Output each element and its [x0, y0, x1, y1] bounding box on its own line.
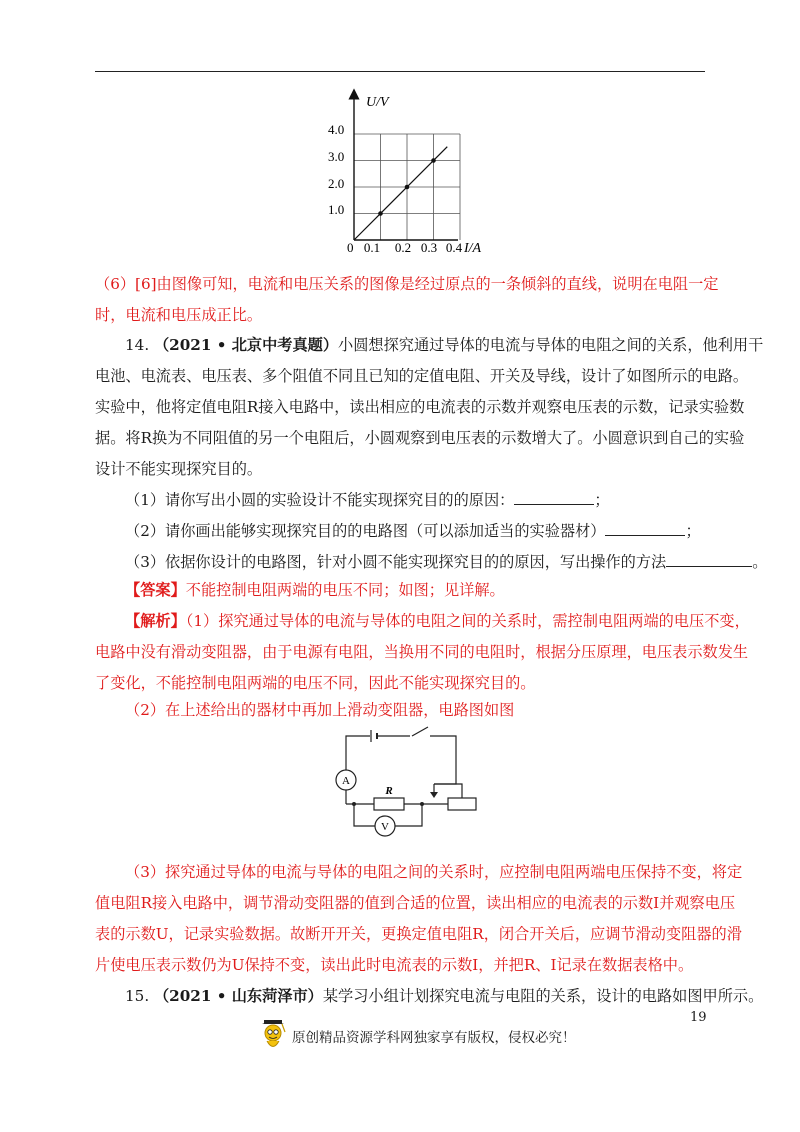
answer-tag: 【答案】: [125, 581, 186, 599]
q14-analysis-3-line-4: 片使电压表示数仍为U保持不变，读出此时电流表的示数I，并把R、I记录在数据表格中。: [95, 956, 694, 974]
q14-sub-3-end: 。: [752, 553, 768, 571]
analysis-tag: 【解析】: [125, 612, 186, 630]
q14-sub-1-text: （1）请你写出小圆的实验设计不能实现探究目的的原因：: [125, 491, 515, 509]
circuit-top-left-wire: [346, 736, 370, 770]
x-axis-label: I/A: [464, 241, 482, 256]
q15-source: （2021 • 山东菏泽市）: [153, 987, 323, 1005]
q14-number: 14.: [125, 336, 150, 354]
page-number: 19: [690, 1010, 707, 1025]
q14-line-2: 电池、电流表、电压表、多个阻值不同且已知的定值电阻、开关及导线，设计了如图所示的电路。: [95, 367, 749, 385]
q14-line-1: [95, 335, 764, 355]
header-rule: [95, 71, 705, 72]
junction-dot-left: [352, 802, 356, 806]
u-i-graph: [330, 88, 490, 258]
q14-analysis-2: （2）在上述给出的器材中再加上滑动变阻器，电路图如图: [125, 701, 515, 719]
data-point: [431, 158, 436, 163]
circuit-diagram: [330, 722, 482, 840]
answer-text: 不能控制电阻两端的电压不同；如图；见详解。: [185, 581, 505, 599]
junction-dot-right: [420, 802, 424, 806]
q14-analysis-3-line-2: 值电阻R接入电路中，调节滑动变阻器的值到合适的位置，读出相应的电流表的示数I并观察电压: [95, 894, 736, 912]
circuit-top-right-wire: [430, 736, 456, 784]
q15-line-1: [95, 986, 764, 1006]
analysis-6-line-2: 时，电流和电压成正比。: [95, 306, 263, 324]
switch-icon: [412, 727, 428, 736]
y-axis-label: U/V: [366, 95, 389, 110]
resistor-label: R: [385, 785, 393, 797]
q14-answer: [95, 580, 735, 600]
x-tick-2: 0.2: [394, 240, 412, 255]
q14-sub-2: [95, 521, 735, 541]
q14-analysis-line-2: 电路中没有滑动变阻器，由于电源有电阻，当换用不同的电阻时，根据分压原理，电压表示数发生: [95, 643, 749, 661]
answer-blank-3[interactable]: [666, 552, 752, 567]
q14-sub-3: [95, 552, 768, 572]
y-tick-1: 1.0: [328, 202, 345, 217]
mascot-icon: [258, 1018, 288, 1054]
q14-sub-1: [95, 490, 735, 510]
answer-blank-1[interactable]: [514, 490, 594, 505]
data-point: [378, 211, 383, 216]
footer-text: 原创精品资源学科网独家享有版权，侵权必究！: [292, 1030, 576, 1046]
q14-sub-2-text: （2）请你画出能够实现探究目的的电路图（可以添加适当的实验器材）: [125, 522, 606, 540]
data-point: [405, 185, 410, 190]
q14-sub-1-end: ；: [594, 491, 610, 509]
analysis-6-line-1: （6）[6]由图像可知，电流和电压关系的图像是经过原点的一条倾斜的直线，说明在电阻一定: [95, 275, 719, 293]
q14-analysis-line-3: 了变化，不能控制电阻两端的电压不同，因此不能实现探究目的。: [95, 674, 536, 692]
footer: [258, 1016, 576, 1056]
x-tick-4: 0.4: [445, 240, 463, 255]
answer-blank-2[interactable]: [605, 521, 685, 536]
q14-line-5: 设计不能实现探究目的。: [95, 460, 263, 478]
q14-sub-3-text: （3）依据你设计的电路图，针对小圆不能实现探究目的的原因，写出操作的方法: [125, 553, 667, 571]
resistor-icon: [374, 798, 404, 810]
y-tick-2: 2.0: [328, 176, 345, 191]
q14-sub-2-end: ；: [685, 522, 701, 540]
x-tick-1: 0.1: [363, 240, 381, 255]
q14-analysis-line-1: [95, 611, 750, 631]
x-tick-3: 0.3: [420, 240, 438, 255]
q14-line-1-text: 小圆想探究通过导体的电流与导体的电阻之间的关系，他利用干: [338, 336, 764, 354]
origin-label: 0: [347, 240, 354, 255]
analysis-line-1-text: （1）探究通过导体的电流与导体的电阻之间的关系时，需控制电阻两端的电压不变，: [185, 612, 750, 630]
rheostat-icon: [448, 798, 476, 810]
q14-line-3: 实验中，他将定值电阻R接入电路中，读出相应的电流表的示数并观察电压表的示数，记录实验数: [95, 398, 745, 416]
q15-text: 某学习小组计划探究电流与电阻的关系，设计的电路如图甲所示。: [322, 987, 764, 1005]
q14-analysis-3-line-3: 表的示数U，记录实验数据。故断开开关，更换定值电阻R，闭合开关后，应调节滑动变阻器的滑: [95, 925, 742, 943]
ammeter-label: A: [342, 775, 350, 787]
rheostat-slider-arrow-icon: [430, 792, 438, 798]
y-tick-3: 3.0: [328, 149, 345, 164]
q15-number: 15.: [125, 987, 150, 1005]
rheostat-slider-guide: [434, 784, 462, 798]
q14-line-4: 据。将R换为不同阻值的另一个电阻后，小圆观察到电压表的示数增大了。小圆意识到自己的实验: [95, 429, 745, 447]
voltmeter-label: V: [381, 821, 389, 833]
q14-analysis-3-line-1: （3）探究通过导体的电流与导体的电阻之间的关系时，应控制电阻两端电压保持不变，将定: [125, 863, 743, 881]
q14-source: （2021 • 北京中考真题）: [153, 336, 339, 354]
y-tick-4: 4.0: [328, 122, 345, 137]
